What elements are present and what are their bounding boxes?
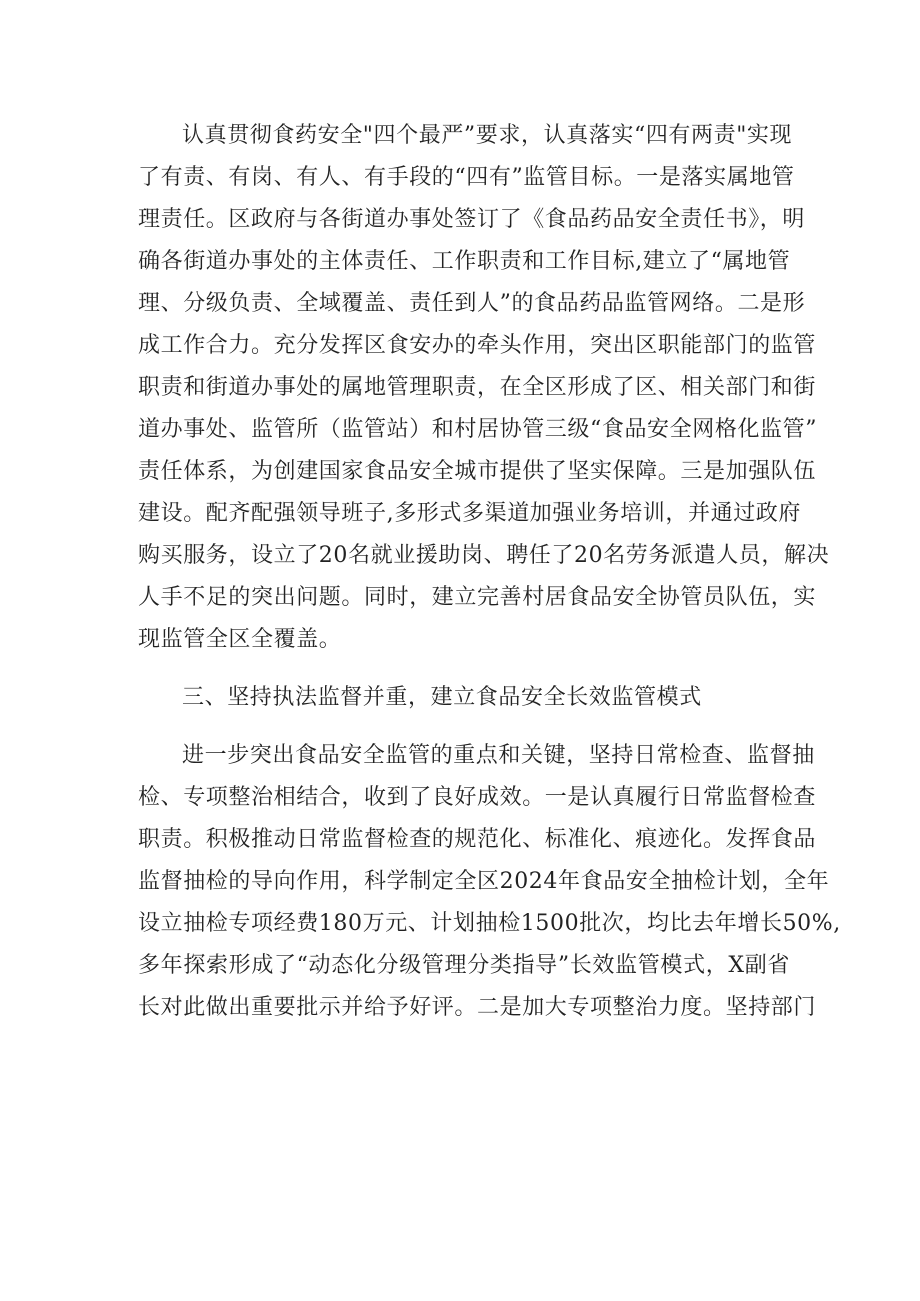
section-heading	[138, 677, 790, 719]
paragraph-3	[138, 735, 841, 1029]
paragraph-line: 确各街道办事处的主体责任、工作职责和工作目标,建立了“属地管	[138, 249, 791, 274]
paragraph-line: 设立抽检专项经费180万元、计划抽检1500批次，均比去年增长50%,	[138, 911, 841, 936]
paragraph-line: 道办事处、监管所（监管站）和村居协管三级“食品安全网格化监管”	[138, 417, 818, 442]
paragraph-line: 认真贯彻食药安全"四个最严”要求，认真落实“四有两责"实现	[182, 123, 793, 148]
paragraph-line: 购买服务，设立了20名就业援助岗、聘任了20名劳务派遣人员，解决	[138, 543, 830, 568]
document-body	[138, 115, 841, 1029]
paragraph-line: 建设。配齐配强领导班子,多形式多渠道加强业务培训，并通过政府	[138, 501, 801, 526]
paragraph-line: 理、分级负责、全域覆盖、责任到人”的食品药品监管网络。二是形	[138, 291, 806, 316]
paragraph-line: 职责。积极推动日常监督检查的规范化、标准化、痕迹化。发挥食品	[138, 827, 817, 852]
paragraph-line: 责任体系，为创建国家食品安全城市提供了坚实保障。三是加强队伍	[138, 459, 817, 484]
paragraph-gap	[138, 661, 790, 677]
paragraph-line: 了有责、有岗、有人、有手段的“四有”监管目标。一是落实属地管	[138, 165, 795, 190]
paragraph-line: 检、专项整治相结合，收到了良好成效。一是认真履行日常监督检查	[138, 785, 817, 810]
paragraph-line: 监督抽检的导向作用，科学制定全区2024年食品安全抽检计划，全年	[138, 869, 830, 894]
paragraph-gap	[138, 719, 790, 735]
paragraph-line: 进一步突出食品安全监管的重点和关键，坚持日常检查、监督抽	[182, 743, 815, 768]
paragraph-line: 多年探索形成了“动态化分级管理分类指导”长效监管模式，X副省	[138, 953, 790, 978]
section-heading-text: 三、坚持执法监督并重，建立食品安全长效监管模式	[182, 685, 702, 710]
paragraph-line: 职责和街道办事处的属地管理职责，在全区形成了区、相关部门和街	[138, 375, 817, 400]
paragraph-line: 长对此做出重要批示并给予好评。二是加大专项整治力度。坚持部门	[138, 995, 817, 1020]
paragraph-1	[138, 115, 830, 661]
paragraph-line: 现监管全区全覆盖。	[138, 627, 342, 652]
paragraph-line: 成工作合力。充分发挥区食安办的牵头作用，突出区职能部门的监管	[138, 333, 817, 358]
paragraph-line: 理责任。区政府与各街道办事处签订了《食品药品安全责任书》，明	[138, 207, 806, 232]
paragraph-line: 人手不足的突出问题。同时，建立完善村居食品安全协管员队伍，实	[138, 585, 817, 610]
